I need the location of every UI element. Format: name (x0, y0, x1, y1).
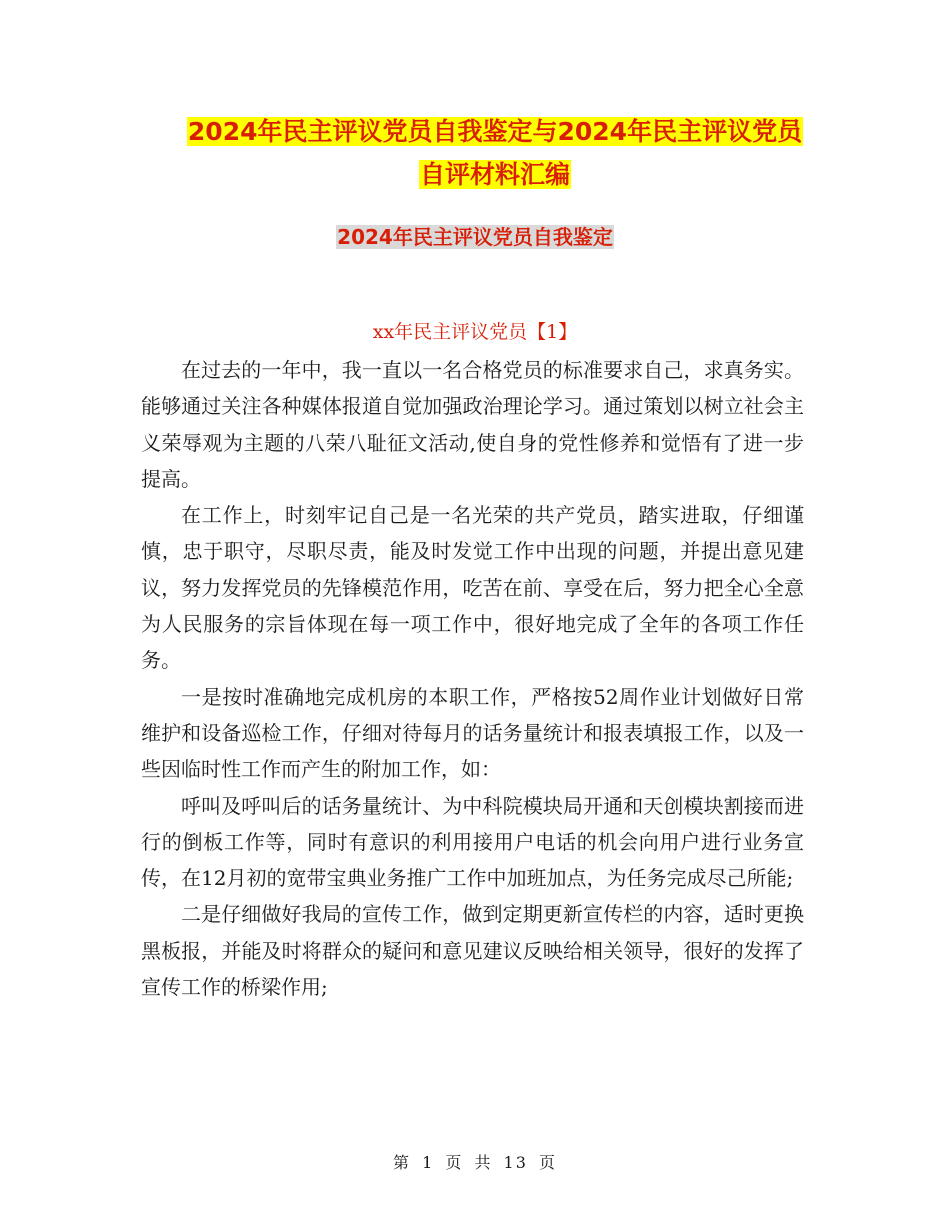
paragraph: 呼叫及呼叫后的话务量统计、为中科院模块局开通和天创模块割接而进行的倒板工作等，同时有意识的利用接用户电话的机会向用户进行业务宣传，在12月初的宽带宝典业务推广工作中加班加点，为任务完成尽己所能; (141, 793, 804, 891)
paragraph: 二是仔细做好我局的宣传工作，做到定期更新宣传栏的内容，适时更换黑板报，并能及时将群众的疑问和意见建议反映给相关领导，很好的发挥了宣传工作的桥梁作用; (141, 902, 804, 1000)
document-title-line-2 (140, 153, 850, 197)
paragraph: 一是按时准确地完成机房的本职工作，严格按52周作业计划做好日常维护和设备巡检工作，仔细对待每月的话务量统计和报表填报工作，以及一些因临时性工作而产生的附加工作，如： (141, 684, 804, 782)
paragraph: 在过去的一年中，我一直以一名合格党员的标准要求自己，求真务实。能够通过关注各种媒体报道自觉加强政治理论学习。通过策划以树立社会主义荣辱观为主题的八荣八耻征文活动,使自身的党性修养和觉悟有了进一步提高。 (141, 358, 804, 491)
subheading: xx年民主评议党员【1】 (372, 321, 578, 343)
title-highlight: 2024年民主评议党员自我鉴定与2024年民主评议党员 (187, 117, 803, 146)
paragraph: 在工作上，时刻牢记自己是一名光荣的共产党员，踏实进取，仔细谨慎，忠于职守，尽职尽责，能及时发觉工作中出现的问题，并提出意见建议，努力发挥党员的先锋模范作用，吃苦在前、享受在后，努力把全心全意为人民服务的宗旨体现在每一项工作中，很好地完成了全年的各项工作任务。 (141, 503, 804, 673)
body-text (141, 352, 804, 1005)
title-highlight: 自评材料汇编 (419, 160, 570, 189)
section-title (0, 219, 950, 255)
page-footer: 第 1 页 共 13 页 (393, 1153, 557, 1172)
document-title-line-1 (140, 110, 850, 154)
section-title-text: 2024年民主评议党员自我鉴定 (337, 225, 613, 249)
